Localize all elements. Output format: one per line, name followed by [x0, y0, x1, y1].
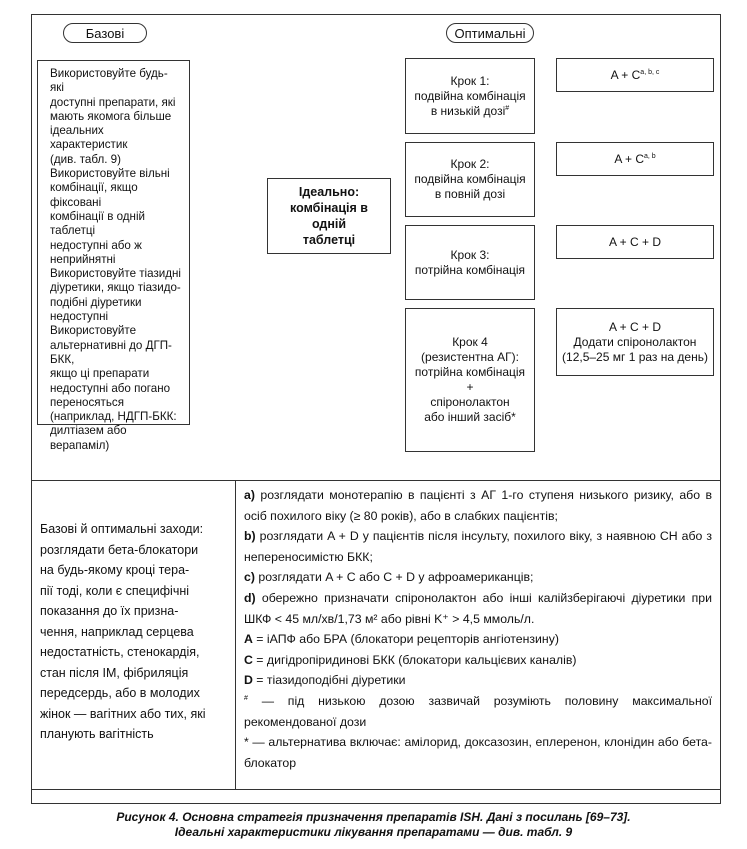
basic-line: комбінації, якщо фіксовані	[50, 181, 138, 209]
legend-c: C = дигідропіридинові БКК (блокатори кальцієвих каналів)	[244, 652, 577, 667]
step-2-box: Крок 2: подвійна комбінація в повній дозі	[405, 142, 535, 217]
basic-line: дилтіазем або верапаміл)	[50, 424, 127, 452]
combo-step-1-box: A + C$^{a, b, c}$	[556, 58, 714, 92]
basic-line: недоступні або погано	[50, 381, 171, 395]
general-measures-line: Базові й оптимальні заходи:	[40, 522, 204, 536]
combo-step-4-box: A + C + D Додати спіронолактон (12,5–25 мг 1 раз на день)	[556, 308, 714, 376]
note-c: c) розглядати A + C або C + D у афроамериканців;	[244, 570, 534, 585]
legend-a: A = іАПФ або БРА (блокатори рецепторів ангіотензину)	[244, 632, 559, 647]
general-measures-line: планують вагітність	[40, 727, 154, 741]
basic-line: діуретики, якщо тіазидо-	[50, 281, 181, 295]
ideal-combination-box: Ідеально: комбінація в одній таблетці	[267, 178, 391, 254]
basic-line: якщо ці препарати	[50, 367, 150, 381]
general-measures-line: чення, наприклад серцева	[40, 624, 194, 639]
basic-line: мають якомога більше	[50, 109, 172, 123]
basic-line: Використовуйте	[50, 324, 137, 338]
basic-line: альтернативні до ДГП-БКК,	[50, 338, 172, 366]
combo-step-3-box: A + C + D	[556, 225, 714, 259]
basic-line: комбінації в одній таблетці	[50, 209, 146, 238]
general-measures-line: на будь-якому кроці тера-	[40, 563, 190, 577]
basic-line: Використовуйте вільні	[50, 167, 170, 181]
basic-recommendations-box	[37, 60, 190, 452]
footnote-hash: # — під низькою дозою зазвичай розуміють половину максимальної рекомендованої дози	[244, 693, 712, 729]
note-b: b) розглядати A + D у пацієнтів після інсульту, похилого віку, з наявною СН або з непереносимістю БКК;	[244, 529, 712, 564]
basic-line: (наприклад, НДГП-БКК:	[50, 410, 177, 424]
figure-caption: Рисунок 4. Основна стратегія призначення препаратів ISH. Дані з посилань [69–73]. Ідеальні характеристики лікування препаратами — див. табл. 9	[116, 810, 631, 839]
note-d: d) обережно призначати спіронолактон або інші калійзберігаючі діуретики при ШКФ < 45 мл/хв/1,73 м² або рівні K⁺ > 4,5 ммоль/л.	[244, 590, 712, 626]
basic-line: переносяться	[50, 395, 124, 409]
general-measures-line: передсердь, або в молодих	[40, 686, 200, 700]
basic-line: Використовуйте будь-які	[50, 67, 168, 95]
basic-line: недоступні	[50, 310, 109, 324]
basic-line: Використовуйте тіазидні	[50, 267, 181, 281]
basic-line: недоступні або ж неприйнятні	[50, 238, 142, 266]
basic-line: доступні препарати, які	[50, 95, 176, 109]
basic-line: ідеальних характеристик	[50, 124, 128, 152]
basic-header: Базові	[63, 23, 147, 43]
combo-step-2-box: A + C$^{a, b}$	[556, 142, 714, 176]
basic-line: подібні діуретики	[50, 295, 142, 309]
footnote-star: * — альтернатива включає: амілорид, доксазозин, еплеренон, клонідин або бета-блокатор	[244, 735, 712, 770]
general-measures-line: пії тоді, коли є специфічні	[40, 583, 190, 598]
general-measures-box	[31, 480, 236, 790]
general-measures-line: показання до їх призна-	[40, 604, 179, 618]
step-4-box: Крок 4 (резистентна АГ): потрійна комбінація + спіронолактон або інший засіб*	[405, 308, 535, 452]
general-measures-line: стан після ІМ, фібриляція	[40, 665, 189, 680]
step-3-box: Крок 3: потрійна комбінація	[405, 225, 535, 300]
basic-line: (див. табл. 9)	[50, 152, 121, 166]
general-measures-line: жінок — вагітних або тих, які	[40, 706, 206, 721]
note-a: a) розглядати монотерапію в пацієнті з АГ 1-го ступеня низького ризику, або в осіб похилого віку (≥ 80 років), або в слабких пацієнтів;	[244, 488, 712, 523]
optimal-header: Оптимальні	[446, 23, 534, 43]
step-1-box: Крок 1: подвійна комбінація в низькій дозі#	[405, 58, 535, 134]
general-measures-line: розглядати бета-блокатори	[40, 542, 199, 557]
legend-d: D = тіазидоподібні діуретики	[244, 673, 406, 688]
general-measures-line: недостатність, стенокардія,	[40, 645, 200, 659]
notes-box	[235, 480, 721, 790]
